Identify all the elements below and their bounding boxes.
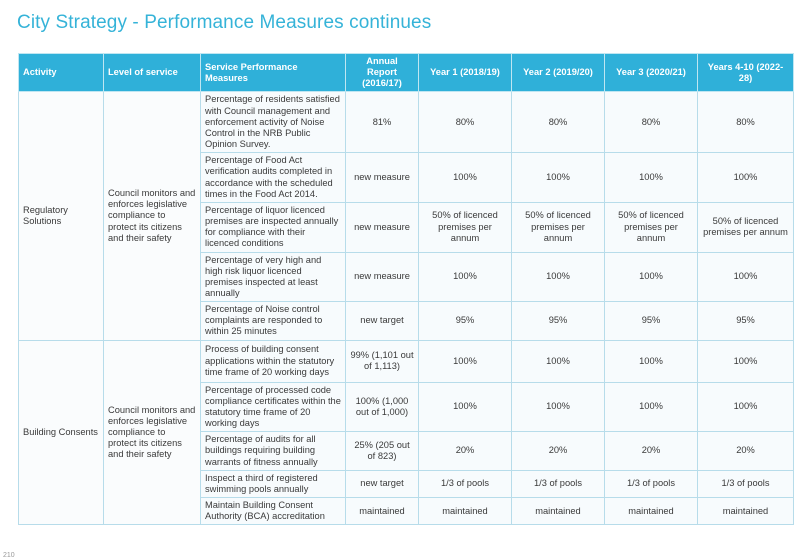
measure-cell: Percentage of residents satisfied with Council management and enforcement activity of Noise Control in the NRB Public Opinion Survey. [201, 92, 346, 153]
table-row [19, 340, 794, 382]
activity-cell: Building Consents [19, 340, 104, 525]
year2-cell: 100% [512, 153, 605, 203]
year2-cell: 100% [512, 340, 605, 382]
annual-cell: new measure [346, 252, 419, 302]
year2-cell: 1/3 of pools [512, 470, 605, 497]
annual-cell: 100% (1,000 out of 1,000) [346, 382, 419, 432]
level-of-service-cell: Council monitors and enforces legislative compliance to protect its citizens and their safety [104, 92, 201, 340]
year1-cell: 20% [419, 432, 512, 470]
annual-cell: 81% [346, 92, 419, 153]
years4-10-cell: 95% [698, 302, 794, 340]
years4-10-cell: 100% [698, 252, 794, 302]
annual-cell: new target [346, 470, 419, 497]
annual-cell: new target [346, 302, 419, 340]
header-annual-report: Annual Report (2016/17) [346, 54, 419, 92]
year3-cell: maintained [605, 498, 698, 525]
years4-10-cell: 100% [698, 340, 794, 382]
page-number: 210 [3, 552, 15, 559]
measure-cell: Percentage of audits for all buildings requiring building warrants of fitness annually [201, 432, 346, 470]
table-row [19, 92, 794, 153]
page-title: City Strategy - Performance Measures continues [17, 12, 432, 33]
year1-cell: 100% [419, 340, 512, 382]
performance-measures-table [18, 53, 794, 525]
years4-10-cell: 100% [698, 382, 794, 432]
measure-cell: Process of building consent applications within the statutory time frame of 20 working days [201, 340, 346, 382]
measure-cell: Maintain Building Consent Authority (BCA) accreditation [201, 498, 346, 525]
header-year-2: Year 2 (2019/20) [512, 54, 605, 92]
year1-cell: 100% [419, 382, 512, 432]
year1-cell: 100% [419, 252, 512, 302]
annual-cell: new measure [346, 153, 419, 203]
years4-10-cell: 20% [698, 432, 794, 470]
year3-cell: 95% [605, 302, 698, 340]
year1-cell: 100% [419, 153, 512, 203]
years4-10-cell: 80% [698, 92, 794, 153]
year3-cell: 100% [605, 382, 698, 432]
annual-cell: 99% (1,101 out of 1,113) [346, 340, 419, 382]
measure-cell: Percentage of liquor licenced premises are inspected annually for compliance with their licenced conditions [201, 202, 346, 252]
header-activity: Activity [19, 54, 104, 92]
annual-cell: maintained [346, 498, 419, 525]
activity-cell: Regulatory Solutions [19, 92, 104, 340]
year1-cell: 95% [419, 302, 512, 340]
measure-cell: Percentage of Food Act verification audits completed in accordance with the scheduled times in the Food Act 2014. [201, 153, 346, 203]
year3-cell: 1/3 of pools [605, 470, 698, 497]
header-row [19, 54, 794, 92]
year1-cell: maintained [419, 498, 512, 525]
measure-cell: Inspect a third of registered swimming pools annually [201, 470, 346, 497]
year2-cell: 20% [512, 432, 605, 470]
measure-cell: Percentage of Noise control complaints are responded to within 25 minutes [201, 302, 346, 340]
year2-cell: 50% of licenced premises per annum [512, 202, 605, 252]
year1-cell: 80% [419, 92, 512, 153]
year2-cell: 95% [512, 302, 605, 340]
year3-cell: 100% [605, 252, 698, 302]
years4-10-cell: 1/3 of pools [698, 470, 794, 497]
year3-cell: 80% [605, 92, 698, 153]
years4-10-cell: 50% of licenced premises per annum [698, 202, 794, 252]
header-year-3: Year 3 (2020/21) [605, 54, 698, 92]
header-years-4-10: Years 4-10 (2022-28) [698, 54, 794, 92]
year3-cell: 50% of licenced premises per annum [605, 202, 698, 252]
year3-cell: 20% [605, 432, 698, 470]
measure-cell: Percentage of very high and high risk liquor licenced premises inspected at least annually [201, 252, 346, 302]
year2-cell: 100% [512, 252, 605, 302]
annual-cell: 25% (205 out of 823) [346, 432, 419, 470]
measure-cell: Percentage of processed code compliance certificates within the statutory time frame of 20 working days [201, 382, 346, 432]
year2-cell: 80% [512, 92, 605, 153]
years4-10-cell: maintained [698, 498, 794, 525]
annual-cell: new measure [346, 202, 419, 252]
header-service-performance-measures: Service Performance Measures [201, 54, 346, 92]
years4-10-cell: 100% [698, 153, 794, 203]
year2-cell: 100% [512, 382, 605, 432]
year3-cell: 100% [605, 340, 698, 382]
level-of-service-cell: Council monitors and enforces legislative compliance to protect its citizens and their safety [104, 340, 201, 525]
year3-cell: 100% [605, 153, 698, 203]
header-year-1: Year 1 (2018/19) [419, 54, 512, 92]
header-level-of-service: Level of service [104, 54, 201, 92]
year2-cell: maintained [512, 498, 605, 525]
year1-cell: 1/3 of pools [419, 470, 512, 497]
year1-cell: 50% of licenced premises per annum [419, 202, 512, 252]
